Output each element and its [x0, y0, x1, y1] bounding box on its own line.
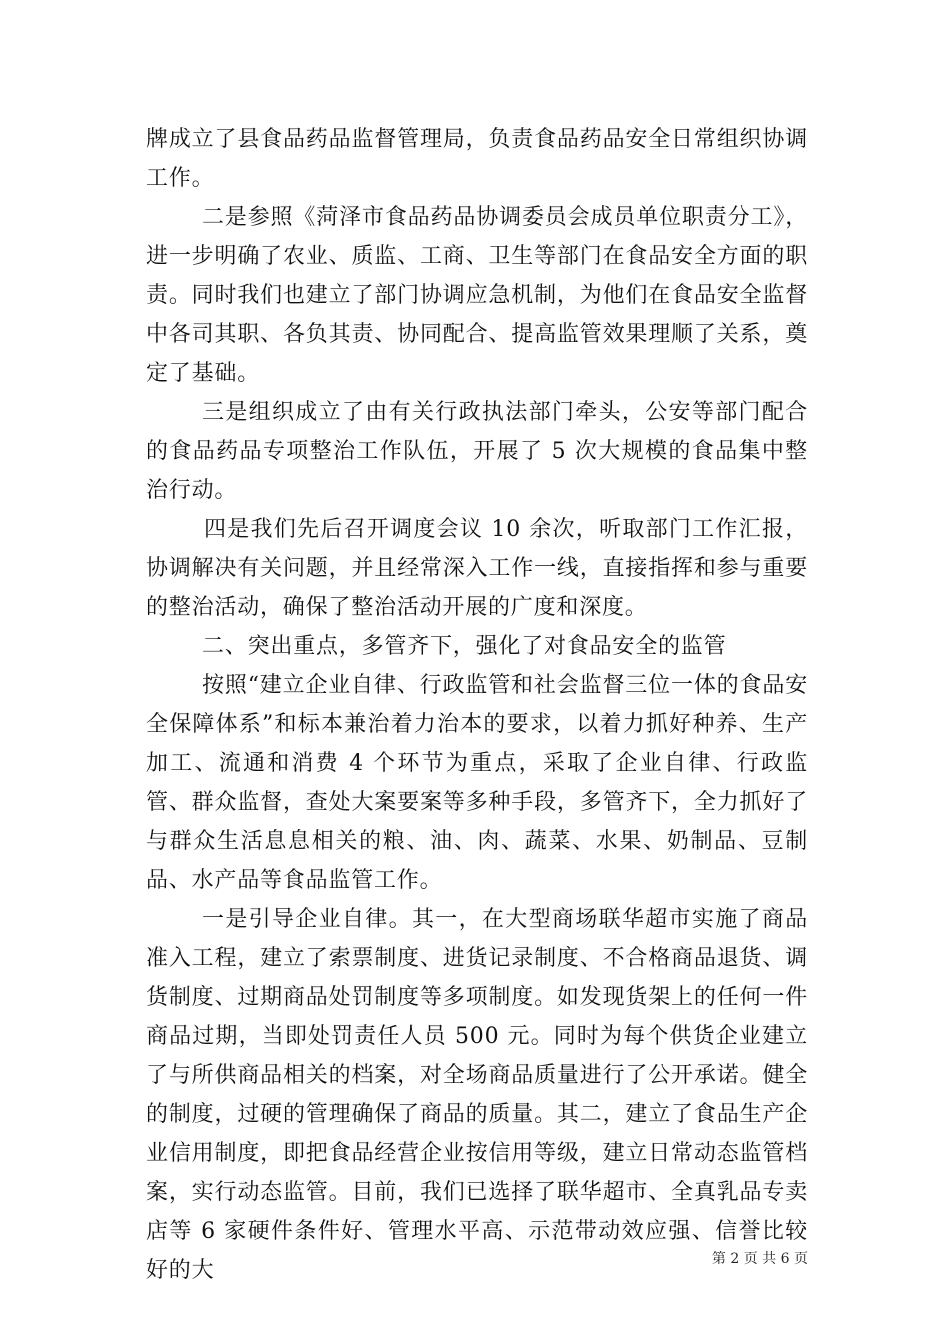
- paragraph-continuation: 牌成立了县食品药品监督管理局，负责食品药品安全日常组织协调工作。: [146, 127, 808, 191]
- paragraph-section-intro: 按照“建立企业自律、行政监管和社会监督三位一体的食品安全保障体系”和标本兼治着力治本的要求，以着力抓好种养、生产加工、流通和消费 4 个环节为重点，采取了企业自律、行政监管、群众监督，查处大案要案等多种手段，多管齐下，全力抓好了与群众生活息息相关的粮、油、肉、蔬菜、水果、奶制品、豆制品、水产品等食品监管工作。: [146, 673, 808, 893]
- paragraph-item-two: 二是参照《菏泽市食品药品协调委员会成员单位职责分工》，进一步明确了农业、质监、工商、卫生等部门在食品安全方面的职责。同时我们也建立了部门协调应急机制，为他们在食品安全监督中各司其职、各负其责、协同配合、提高监管效果理顺了关系，奠定了基础。: [146, 205, 808, 386]
- paragraph-enterprise-self-discipline: 一是引导企业自律。其一，在大型商场联华超市实施了商品准入工程，建立了索票制度、进货记录制度、不合格商品退货、调货制度、过期商品处罚制度等多项制度。如发现货架上的任何一件商品过期，当即处罚责任人员 500 元。同时为每个供货企业建立了与所供商品相关的档案，对全场商品质量进行了公开承诺。健全的制度，过硬的管理确保了商品的质量。其二，建立了食品生产企业信用制度，即把食品经营企业按信用等级，建立日常动态监管档案，实行动态监管。目前，我们已选择了联华超市、全真乳品专卖店等 6 家硬件条件好、管理水平高、示范带动效应强、信誉比较好的大: [146, 907, 808, 1283]
- document-body: [146, 120, 808, 1290]
- paragraph-item-three: 三是组织成立了由有关行政执法部门牵头，公安等部门配合的食品药品专项整治工作队伍，开展了 5 次大规模的食品集中整治行动。: [146, 400, 808, 503]
- section-heading: 二、突出重点，多管齐下，强化了对食品安全的监管: [202, 634, 727, 659]
- paragraph-item-four: 四是我们先后召开调度会议 10 余次，听取部门工作汇报，协调解决有关问题，并且经常深入工作一线，直接指挥和参与重要的整治活动，确保了整治活动开展的广度和深度。: [146, 517, 808, 620]
- page-number: 第 2 页 共 6 页: [711, 1251, 808, 1267]
